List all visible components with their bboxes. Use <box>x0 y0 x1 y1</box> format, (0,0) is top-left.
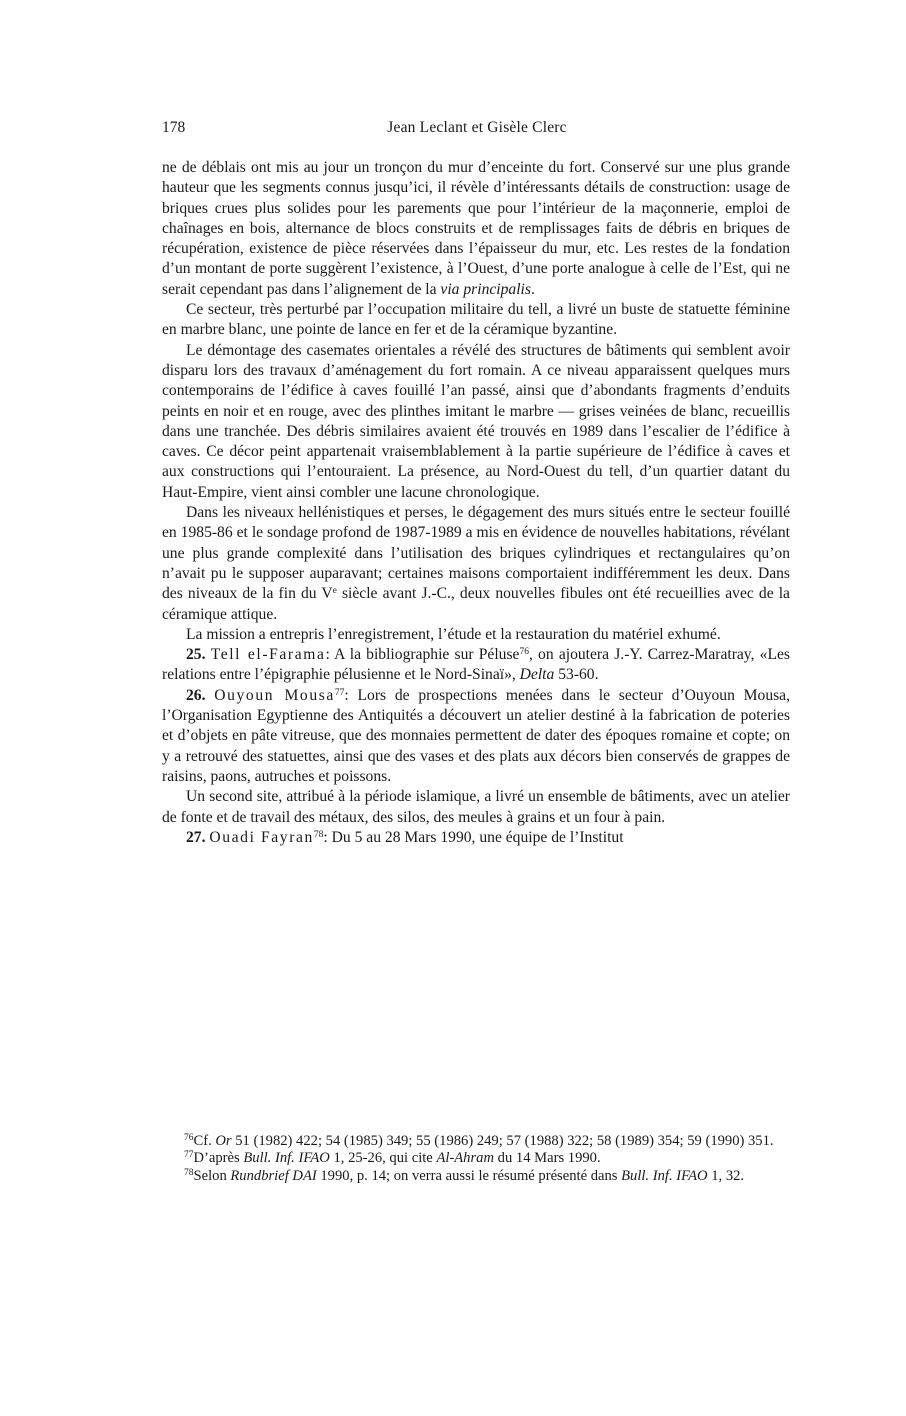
footnote-77: $^{77}$D’après Bull. Inf. IFAO 1, 25-26, qui cite Al-Ahram du 14 Mars 1990. <box>184 1150 601 1167</box>
footnotes <box>162 1133 790 1185</box>
paragraph: ne de déblais ont mis au jour un tronçon du mur d’enceinte du fort. Conservé sur une plus grande hauteur que les segments connus jusqu’ici, il révèle d’intéressants détails de construction: usage de briques crues plus solides pour les parements que pour l’intérieur de la maçonnerie, emploi de chaînages en bois, alternance de blocs construits et de remplissages faits de débris en briques de récupération, existence de pièce réservées dans l’épaisseur du mur, etc. Les restes de la fondation d’un montant de porte suggèrent l’existence, à l’Ouest, d’une porte analogue à celle de l’Est, qui ne serait cependant pas dans l’alignement de la via principalis. <box>162 159 790 298</box>
footnote-ref: 78 <box>313 829 324 840</box>
footnote-ref: 76 <box>519 647 529 658</box>
site-name: Ouyoun Mousa <box>214 686 335 704</box>
paragraph: La mission a entrepris l’enregistrement, l’étude et la restauration du matériel exhumé. <box>186 625 721 643</box>
paragraph: Le démontage des casemates orientales a révélé des structures de bâtiments qui semblent avoir disparu lors des travaux d’aménagement du fort romain. A ce niveau apparaissent quelques murs contemporains de l’édifice à caves fouillé l’an passé, ainsi que d’abondants fragments d’enduits peints en noir et en rouge, avec des plinthes imitant le marbre — grises veinées de blanc, recueillis dans une tranchée. Des débris similaires avaient été trouvés en 1989 dans l’escalier de l’édifice à caves. Ce décor peint appartenait vraisemblablement à la partie supérieure de l’édifice à caves et aux constructions qui l’entouraient. La présence, au Nord-Ouest du tell, d’un quartier datant du Haut-Empire, vient ainsi combler une lacune chronologique. <box>162 341 790 501</box>
paragraph: Un second site, attribué à la période islamique, a livré un ensemble de bâtiments, avec un atelier de fonte et de travail des métaux, des silos, des meules à grains et un four à pain. <box>162 788 790 826</box>
site-entry-27: 27. Ouadi Fayran$^{78}$: Du 5 au 28 Mars 1990, une équipe de l’Institut <box>186 828 624 846</box>
page-number: 178 <box>162 119 186 136</box>
main-text <box>162 158 790 848</box>
site-entry-25: 25. Tell el-Farama: A la bibliographie sur Péluse$^{76}$, on ajoutera J.-Y. Carrez-Maratray, «Les relations entre l’épigraphie pélusienne et le Nord-Sinaï», Delta 53-60. <box>162 646 790 684</box>
site-name: Tell el-Farama <box>210 646 326 664</box>
site-entry-26: 26. Ouyoun Mousa$^{77}$: Lors de prospections menées dans le secteur d’Ouyoun Mousa, l’Organisation Egyptienne des Antiquités a découvert un atelier destiné à la fabrication de poteries et d’objets en pâte vitreuse, que des monnaies permettent de dater des époques romaine et copte; on y a retrouvé des statuettes, ainsi que des vases et des plats aux décors bien conservés de grappes de raisins, paons, autruches et poissons. <box>162 686 791 785</box>
footnote-76: $^{76}$Cf. Or 51 (1982) 422; 54 (1985) 349; 55 (1986) 249; 57 (1988) 322; 58 (1989) 354; 59 (1990) 351. <box>184 1133 774 1149</box>
running-head: Jean Leclant et Gisèle Clerc <box>387 119 567 136</box>
footnote-78: $^{78}$Selon Rundbrief DAI 1990, p. 14; on verra aussi le résumé présenté dans Bull. Inf. IFAO 1, 32. <box>184 1167 745 1184</box>
page-header <box>162 119 792 143</box>
paragraph: Dans les niveaux hellénistiques et perses, le dégagement des murs situés entre le secteur fouillé en 1985-86 et le sondage profond de 1987-1989 a mis en évidence de nouvelles habitations, révélant une plus grande complexité dans l’utilisation des briques cylindriques et rectangulaires qu’on n’avait pu le supposer auparavant; certaines maisons comportaient indifféremment les deux. Dans des niveaux de la fin du Ve siècle avant J.-C., deux nouvelles fibules ont été recueillies avec de la céramique attique. <box>162 504 790 623</box>
site-name: Ouadi Fayran <box>209 828 314 846</box>
footnote-ref: 77 <box>334 687 345 698</box>
paragraph: Ce secteur, très perturbé par l’occupation militaire du tell, a livré un buste de statuette féminine en marbre blanc, une pointe de lance en fer et de la céramique byzantine. <box>162 301 790 339</box>
